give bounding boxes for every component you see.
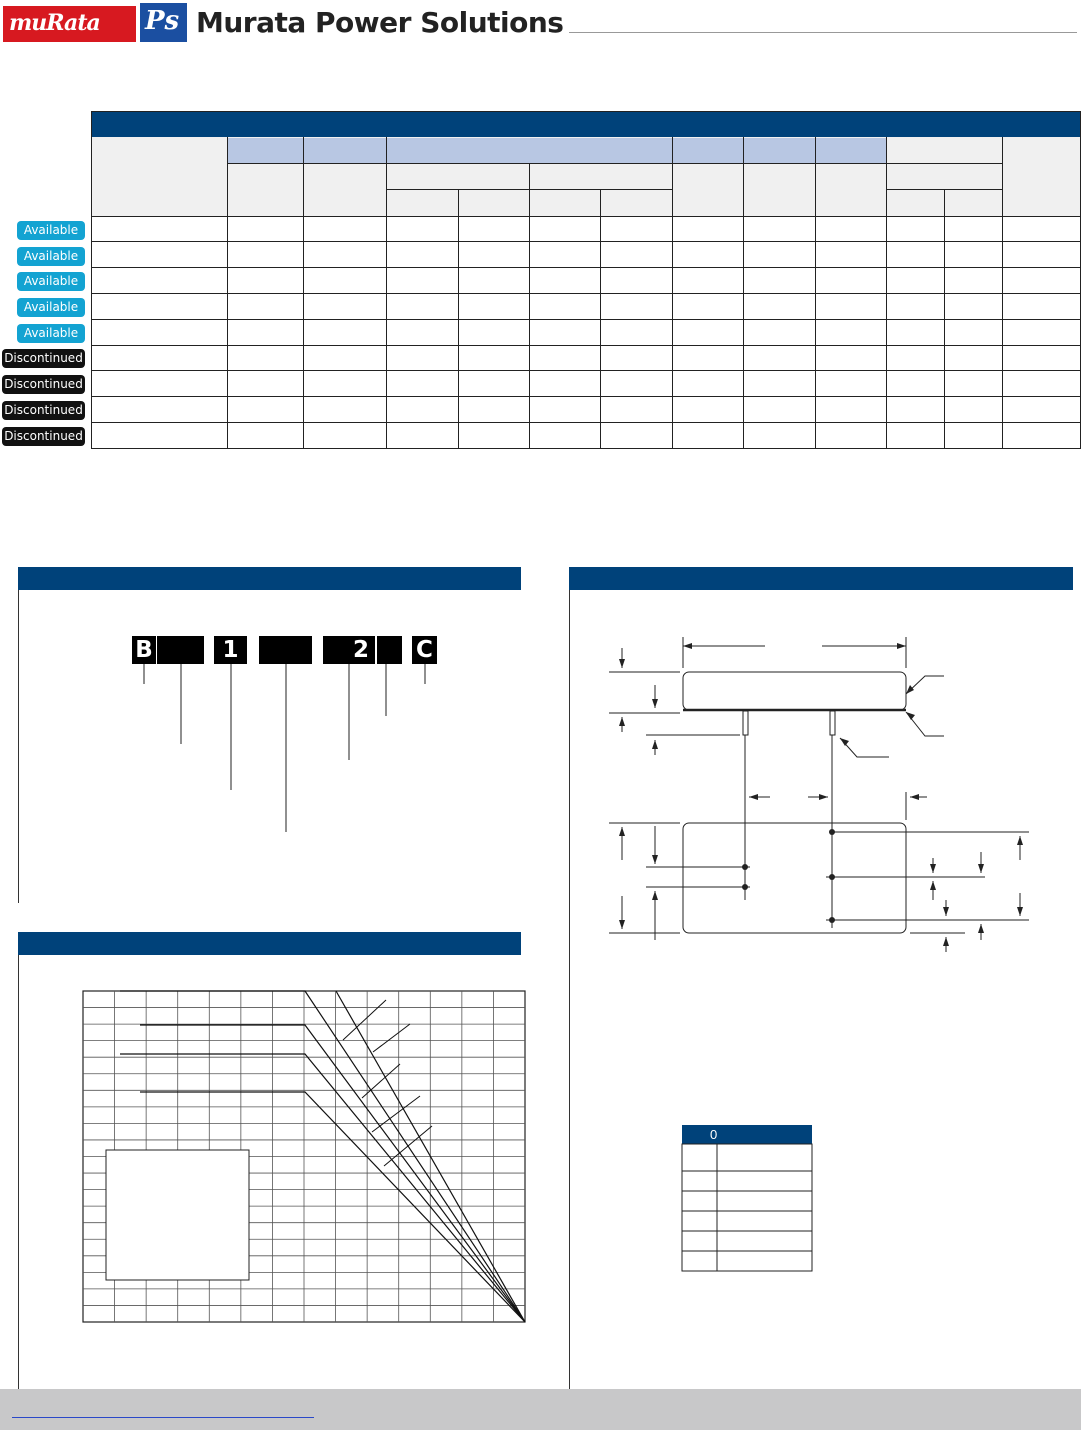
side-view-pin (743, 711, 748, 735)
part-number-segment-input: 2 (323, 636, 375, 664)
part-number-callouts (144, 664, 425, 832)
derating-chart (83, 991, 525, 1322)
status-badge: Available (17, 221, 85, 240)
murata-logo-text: muRata (9, 10, 100, 36)
chart-pointer-arrows (343, 1000, 432, 1166)
status-badge: Available (17, 298, 85, 317)
status-badge: Available (17, 324, 85, 343)
status-badge: Discontinued (2, 427, 85, 446)
chart-legend-box (106, 1150, 249, 1280)
mechanical-pin-dots (742, 829, 835, 923)
part-number-segment-suffix: C (412, 636, 437, 664)
part-number-segment-outputs: 1 (214, 636, 247, 664)
status-badge: Available (17, 247, 85, 266)
footer-bar (0, 1389, 1081, 1430)
status-badge: Discontinued (2, 375, 85, 394)
ps-logo-text: Ps (145, 6, 180, 36)
status-badge: Available (17, 272, 85, 291)
footer-link-underline[interactable] (12, 1417, 314, 1418)
pin-table-header-label: 0 (710, 1127, 718, 1142)
side-view-body (683, 672, 906, 710)
part-number-segment-series: B (132, 636, 156, 664)
mechanical-arrowheads (619, 643, 1023, 946)
side-view-pin (830, 711, 835, 735)
brand-name: Murata Power Solutions (196, 6, 564, 39)
status-badge: Discontinued (2, 401, 85, 420)
status-badge: Discontinued (2, 349, 85, 368)
bottom-view-body (683, 823, 906, 933)
pin-table-grid (682, 1144, 812, 1271)
